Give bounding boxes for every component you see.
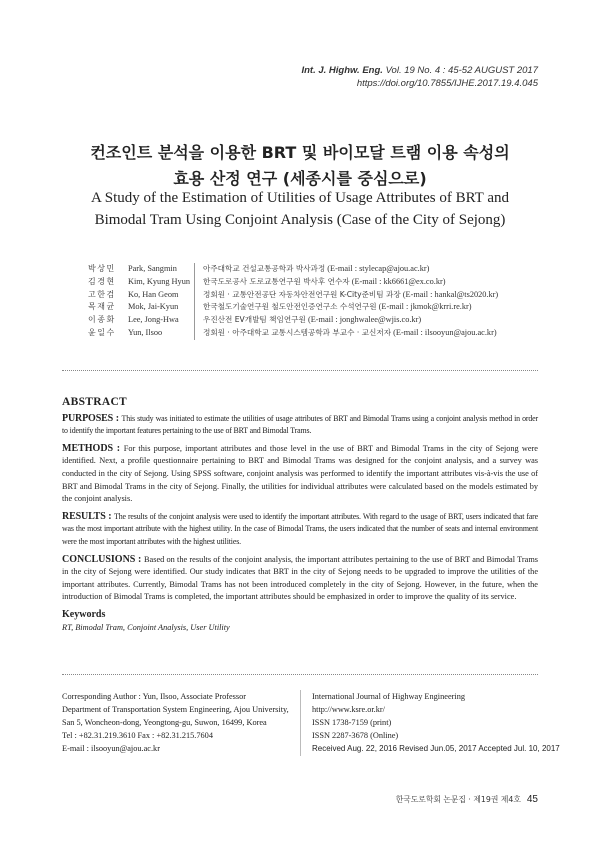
author-row <box>88 327 498 340</box>
author-affiliation <box>194 327 497 340</box>
author-name-ko: 목재균 <box>88 302 116 312</box>
author-name-en: Mok, Jai-Kyun <box>128 302 179 312</box>
department-line: Department of Transportation System Engineering, Ajou University, <box>62 705 289 714</box>
email-line: E-mail : ilsooyun@ajou.ac.kr <box>62 744 160 753</box>
author-name-en: Lee, Jong-Hwa <box>128 315 179 325</box>
author-name-en: Ko, Han Geom <box>128 289 179 299</box>
author-name-ko: 이종화 <box>88 315 116 325</box>
author-name-ko: 김경현 <box>88 276 116 286</box>
phone-fax-line: Tel : +82.31.219.3610 Fax : +82.31.215.7604 <box>62 731 213 740</box>
footer-vertical-divider <box>300 690 301 756</box>
journal-url[interactable]: http://www.ksre.or.kr/ <box>312 705 385 714</box>
page-number: 45 <box>526 794 538 805</box>
methods-paragraph <box>62 443 538 506</box>
journal-name: Int. J. Highw. Eng. <box>301 65 383 76</box>
author-affiliation <box>194 314 421 327</box>
journal-issue: Vol. 19 No. 4 : 45-52 AUGUST 2017 <box>385 65 538 76</box>
purposes-label: PURPOSES : <box>62 412 122 424</box>
issn-online: ISSN 2287-3678 (Online) <box>312 731 399 740</box>
dotted-divider-bottom <box>62 674 538 675</box>
keywords-text: RT, Bimodal Tram, Conjoint Analysis, User Utility <box>62 622 230 632</box>
affiliation-text: 우진산전 EV개발팀 책임연구원 <box>203 315 306 325</box>
author-affiliation <box>194 289 498 302</box>
author-affiliation <box>194 276 446 289</box>
keywords-heading: Keywords <box>62 608 106 620</box>
author-email: (E-mail : ilsooyun@ajou.ac.kr) <box>393 327 497 337</box>
affiliation-text: 아주대학교 건설교통공학과 박사과정 <box>203 264 326 273</box>
conclusions-text: Based on the results of the conjoint analysis, the important attributes pertaining to the use of BRT and Bimodal Trams in the city of Sejong were identified. Our study indicates that BRT in the city of Sejong needs to be upgraded to improve the utilities of the important attributes. Currently, Bimodal Trams has not been introduced completely in the city of Sejong. However, in the future, when the introduction of Bimodal Trams is completed, the important attributes should be emphasized in order to improve the quality of its service. <box>62 554 539 602</box>
journal-info-block <box>312 690 560 755</box>
purposes-text: This study was initiated to estimate the utilities of usage attributes of BRT and Bimodal Trams using a conjoint analysis method in order to identify the important features pertaining to the use of BRT and Bimodal Trams. <box>62 413 538 436</box>
results-label: RESULTS : <box>62 510 115 522</box>
english-title-line-1: A Study of the Estimation of Utilities of Usage Attributes of BRT and <box>91 190 509 206</box>
author-name-en: Kim, Kyung Hyun <box>128 276 190 286</box>
dotted-divider-top <box>62 370 538 371</box>
journal-full-name: International Journal of Highway Engineering <box>312 692 465 701</box>
journal-header <box>301 64 538 90</box>
submission-dates: Received Aug. 22, 2016 Revised Jun.05, 2017 Accepted Jul. 10, 2017 <box>312 744 560 753</box>
conclusions-paragraph <box>62 554 538 604</box>
author-name-ko: 윤일수 <box>88 327 116 337</box>
page-footer <box>396 794 538 805</box>
issn-print: ISSN 1738-7159 (print) <box>312 718 392 727</box>
author-email: (E-mail : kk6661@ex.co.kr) <box>351 276 446 286</box>
author-name-en: Yun, Ilsoo <box>128 327 163 337</box>
affiliation-text: 한국철도기술연구원 철도안전인증연구소 수석연구원 <box>203 302 377 312</box>
author-name-ko: 박상민 <box>88 264 116 273</box>
corresponding-author-block <box>62 690 289 755</box>
author-email: (E-mail : jonghwalee@wjis.co.kr) <box>307 315 422 325</box>
doi-link[interactable]: https://doi.org/10.7855/IJHE.2017.19.4.045 <box>356 78 538 89</box>
author-email: (E-mail : jkmok@krri.re.kr) <box>378 302 472 312</box>
author-affiliation <box>194 263 429 276</box>
affiliation-text: 정회원 · 아주대학교 교통시스템공학과 부교수 · 교신저자 <box>203 327 392 337</box>
author-list <box>88 263 498 340</box>
english-title <box>40 187 560 231</box>
korean-title-line-1: 컨조인트 분석을 이용한 BRT 및 바이모달 트램 이용 속성의 <box>90 143 510 162</box>
author-email: (E-mail : hankal@ts2020.kr) <box>402 289 499 299</box>
author-row <box>88 301 498 314</box>
methods-label: METHODS : <box>62 442 124 454</box>
corresponding-author-line: Corresponding Author : Yun, Ilsoo, Associate Professor <box>62 692 247 701</box>
abstract-heading: ABSTRACT <box>62 396 128 408</box>
affiliation-text: 정회원 · 교통안전공단 자동차안전연구원 K-City준비팀 과장 <box>203 289 401 299</box>
english-title-line-2: Bimodal Tram Using Conjoint Analysis (Case of the City of Sejong) <box>94 212 506 228</box>
methods-text: For this purpose, important attributes and those level in the use of BRT and Bimodal Trams in the city of Sejong were identified. Next, a profile questionnaire pertaining to BRT and Bimodal Trams was designed for the conjoint analysis, and a survey was conducted in the city of Sejong. Using SPSS software, conjoint analysis was performed to identify the important attributes vis-à-vis the use of BRT and Bimodal Trams in the city of Sejong. Finally, the utilities for individual attributes were calculated based on the models estimated by the conjoint analysis. <box>62 443 538 504</box>
results-text: The results of the conjoint analysis were used to identify the important attributes. With regard to the usage of BRT, users indicated that fare was the most important attribute with the highest utility. In the case of Bimodal Trams, the users indicated that the number of seats and internal environment were the most important attributes with the highest utilities. <box>62 511 538 546</box>
author-row <box>88 276 498 289</box>
address-line: San 5, Woncheon-dong, Yeongtong-gu, Suwon, 16499, Korea <box>62 718 267 727</box>
conclusions-label: CONCLUSIONS : <box>62 553 144 565</box>
results-paragraph <box>62 511 538 549</box>
korean-title-line-2: 효용 산정 연구 (세종시를 중심으로) <box>173 169 427 188</box>
abstract-section <box>62 396 538 634</box>
author-name-en: Park, Sangmin <box>128 264 177 273</box>
affiliation-text: 한국도로공사 도로교통연구원 박사후 연수자 <box>203 276 350 286</box>
korean-title <box>0 140 600 192</box>
footer-journal-text: 한국도로학회 논문집 · 제19권 제4호 <box>395 795 521 804</box>
author-row <box>88 263 498 276</box>
author-row <box>88 289 498 302</box>
author-affiliation <box>194 301 472 314</box>
author-name-ko: 고한검 <box>88 289 116 299</box>
purposes-paragraph <box>62 413 538 438</box>
author-email: (E-mail : stylecap@ajou.ac.kr) <box>327 264 430 273</box>
author-row <box>88 314 498 327</box>
